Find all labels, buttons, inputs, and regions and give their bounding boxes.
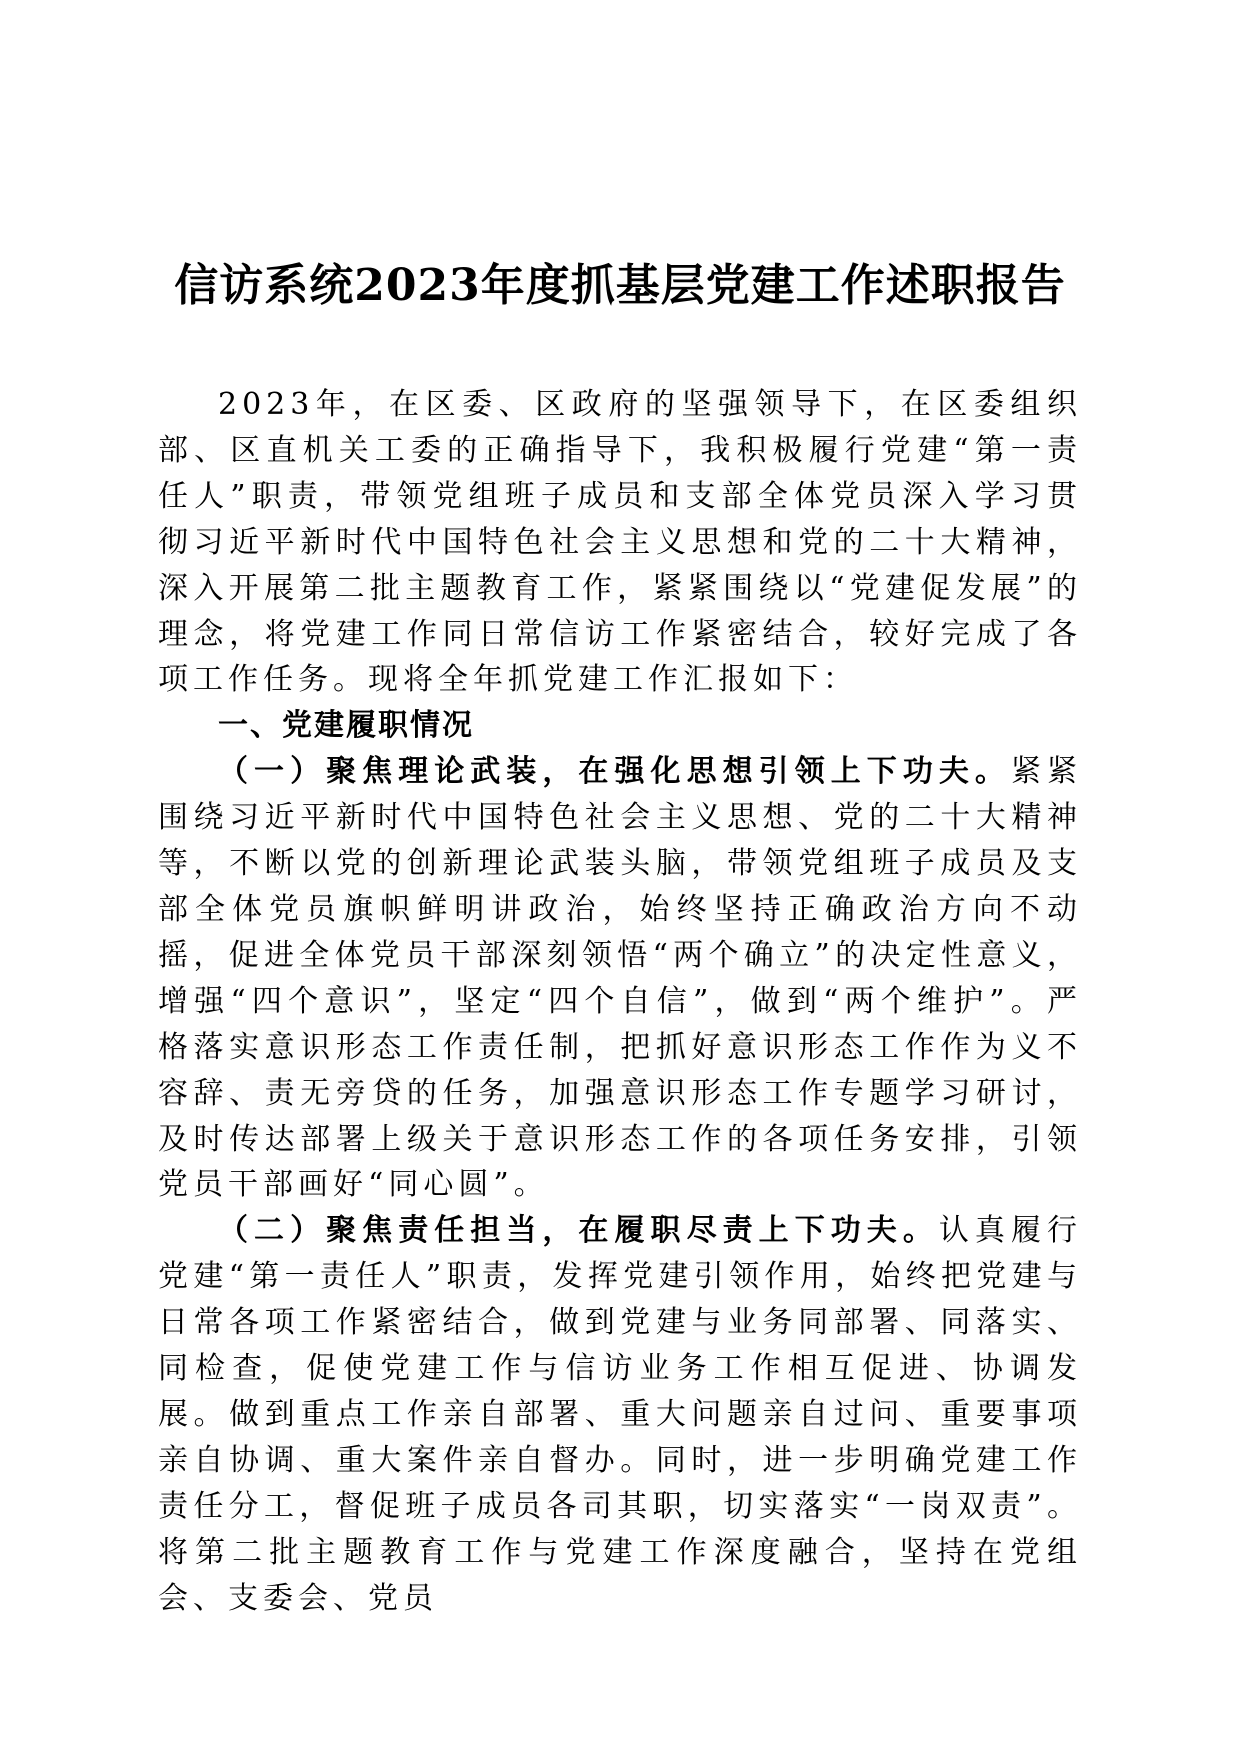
intro-paragraph: 2023年，在区委、区政府的坚强领导下，在区委组织部、区直机关工委的正确指导下，我积极履行党建“第一责任人”职责，带领党组班子成员和支部全体党员深入学习贯彻习近平新时代中国特色社会主义思想和党的二十大精神，深入开展第二批主题教育工作，紧紧围绕以“党建促发展”的理念，将党建工作同日常信访工作紧密结合，较好完成了各项工作任务。现将全年抓党建工作汇报如下： (158, 387, 1082, 698)
subsection-paragraph-1 (158, 749, 1082, 1208)
section-heading-1: 一、党建履职情况 (218, 708, 474, 744)
subsection-paragraph-2 (158, 1208, 1082, 1621)
document-title: 信访系统2023年度抓基层党建工作述职报告 (174, 260, 1066, 311)
document-body (158, 382, 1082, 1621)
subsection-lead-1: （一）聚焦理论武装，在强化思想引领上下功夫。 (218, 754, 1011, 790)
subsection-lead-2: （二）聚焦责任担当，在履职尽责上下功夫。 (218, 1213, 939, 1249)
subsection-text-1: 紧紧围绕习近平新时代中国特色社会主义思想、党的二十大精神等，不断以党的创新理论武装头脑，带领党组班子成员及支部全体党员旗帜鲜明讲政治，始终坚持正确政治方向不动摇，促进全体党员干部深刻领悟“两个确立”的决定性意义，增强“四个意识”，坚定“四个自信”，做到“两个维护”。严格落实意识形态工作责任制，把抓好意识形态工作作为义不容辞、责无旁贷的任务，加强意识形态工作专题学习研讨，及时传达部署上级关于意识形态工作的各项任务安排，引领党员干部画好“同心圆”。 (158, 754, 1083, 1203)
subsection-text-2: 认真履行党建“第一责任人”职责，发挥党建引领作用，始终把党建与日常各项工作紧密结合，做到党建与业务同部署、同落实、同检查，促使党建工作与信访业务工作相互促进、协调发展。做到重点工作亲自部署、重大问题亲自过问、重要事项亲自协调、重大案件亲自督办。同时，进一步明确党建工作责任分工，督促班子成员各司其职，切实落实“一岗双责”。将第二批主题教育工作与党建工作深度融合，坚持在党组会、支委会、党员 (158, 1213, 1083, 1616)
